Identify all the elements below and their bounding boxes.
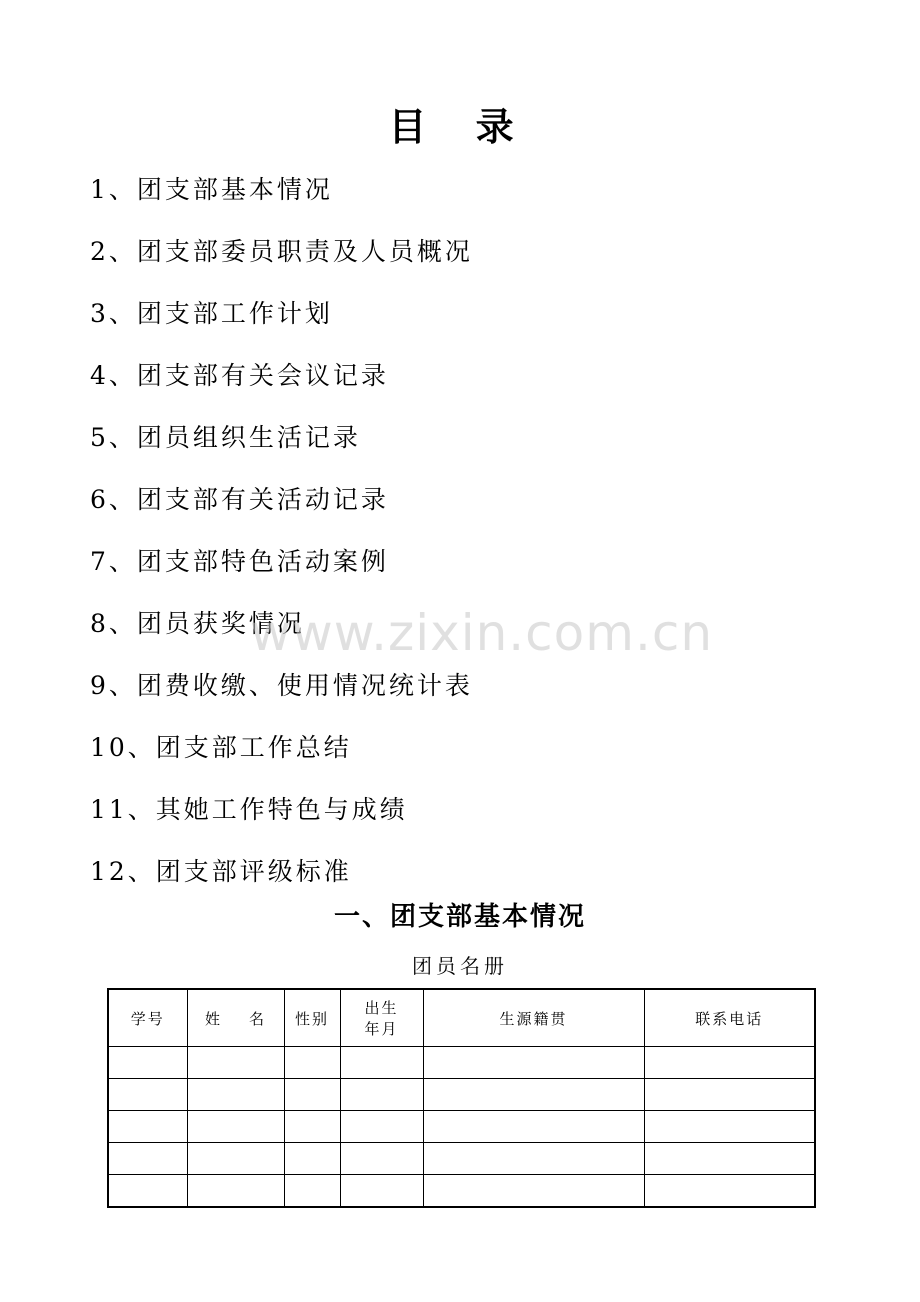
toc-item[interactable]: 10、团支部工作总结 (90, 733, 352, 762)
table-cell[interactable] (423, 1079, 644, 1111)
table-cell[interactable] (644, 1143, 815, 1175)
header-phone: 联系电话 (644, 989, 815, 1047)
toc-item[interactable]: 2、团支部委员职责及人员概况 (90, 237, 473, 266)
header-birth-date-line1: 出生 (364, 999, 399, 1017)
table-cell[interactable] (108, 1111, 187, 1143)
table-cell[interactable] (423, 1047, 644, 1079)
table-cell[interactable] (108, 1079, 187, 1111)
section-heading: 一、团支部基本情况 (333, 902, 586, 932)
toc-item[interactable]: 6、团支部有关活动记录 (90, 485, 389, 514)
table-cell[interactable] (644, 1111, 815, 1143)
table-cell[interactable] (644, 1047, 815, 1079)
toc-item[interactable]: 8、团员获奖情况 (90, 609, 305, 638)
table-cell[interactable] (284, 1143, 340, 1175)
toc-item[interactable]: 7、团支部特色活动案例 (90, 547, 389, 576)
page-title: 目 录 (388, 104, 532, 149)
header-hometown: 生源籍贯 (423, 989, 644, 1047)
toc-item[interactable]: 5、团员组织生活记录 (90, 423, 361, 452)
table-row (108, 1079, 815, 1111)
toc-item[interactable]: 3、团支部工作计划 (90, 299, 333, 328)
table-cell[interactable] (423, 1143, 644, 1175)
table-cell[interactable] (423, 1175, 644, 1208)
header-gender: 性别 (284, 989, 340, 1047)
table-cell[interactable] (340, 1047, 423, 1079)
table-cell[interactable] (108, 1047, 187, 1079)
table-cell[interactable] (644, 1079, 815, 1111)
table-cell[interactable] (340, 1079, 423, 1111)
toc-item[interactable]: 12、团支部评级标准 (90, 857, 352, 886)
table-row (108, 1143, 815, 1175)
member-roster-table (107, 988, 816, 1208)
table-cell[interactable] (284, 1047, 340, 1079)
table-of-contents (90, 168, 473, 912)
toc-item[interactable]: 4、团支部有关会议记录 (90, 361, 389, 390)
table-cell[interactable] (284, 1079, 340, 1111)
toc-item[interactable]: 1、团支部基本情况 (90, 175, 333, 204)
table-cell[interactable] (284, 1111, 340, 1143)
watermark: www.zixin.com.cn (250, 604, 714, 662)
table-cell[interactable] (340, 1111, 423, 1143)
table-row (108, 1175, 815, 1208)
table-cell[interactable] (340, 1175, 423, 1208)
table-cell[interactable] (284, 1175, 340, 1208)
table-cell[interactable] (423, 1111, 644, 1143)
header-name: 姓 名 (187, 989, 284, 1047)
table-cell[interactable] (108, 1143, 187, 1175)
toc-item[interactable]: 11、其她工作特色与成绩 (90, 795, 408, 824)
table-cell[interactable] (187, 1047, 284, 1079)
table-cell[interactable] (187, 1111, 284, 1143)
table-row (108, 1111, 815, 1143)
table-cell[interactable] (340, 1143, 423, 1175)
table-cell[interactable] (108, 1175, 187, 1208)
table-cell[interactable] (187, 1143, 284, 1175)
table-header-row (108, 989, 815, 1047)
header-birth-date (340, 989, 423, 1047)
header-birth-date-line2: 年月 (364, 1020, 399, 1038)
table-cell[interactable] (187, 1175, 284, 1208)
table-cell[interactable] (644, 1175, 815, 1208)
table-cell[interactable] (187, 1079, 284, 1111)
table-caption: 团员名册 (412, 954, 508, 978)
table-row (108, 1047, 815, 1079)
toc-item[interactable]: 9、团费收缴、使用情况统计表 (90, 671, 473, 700)
header-student-id: 学号 (108, 989, 187, 1047)
